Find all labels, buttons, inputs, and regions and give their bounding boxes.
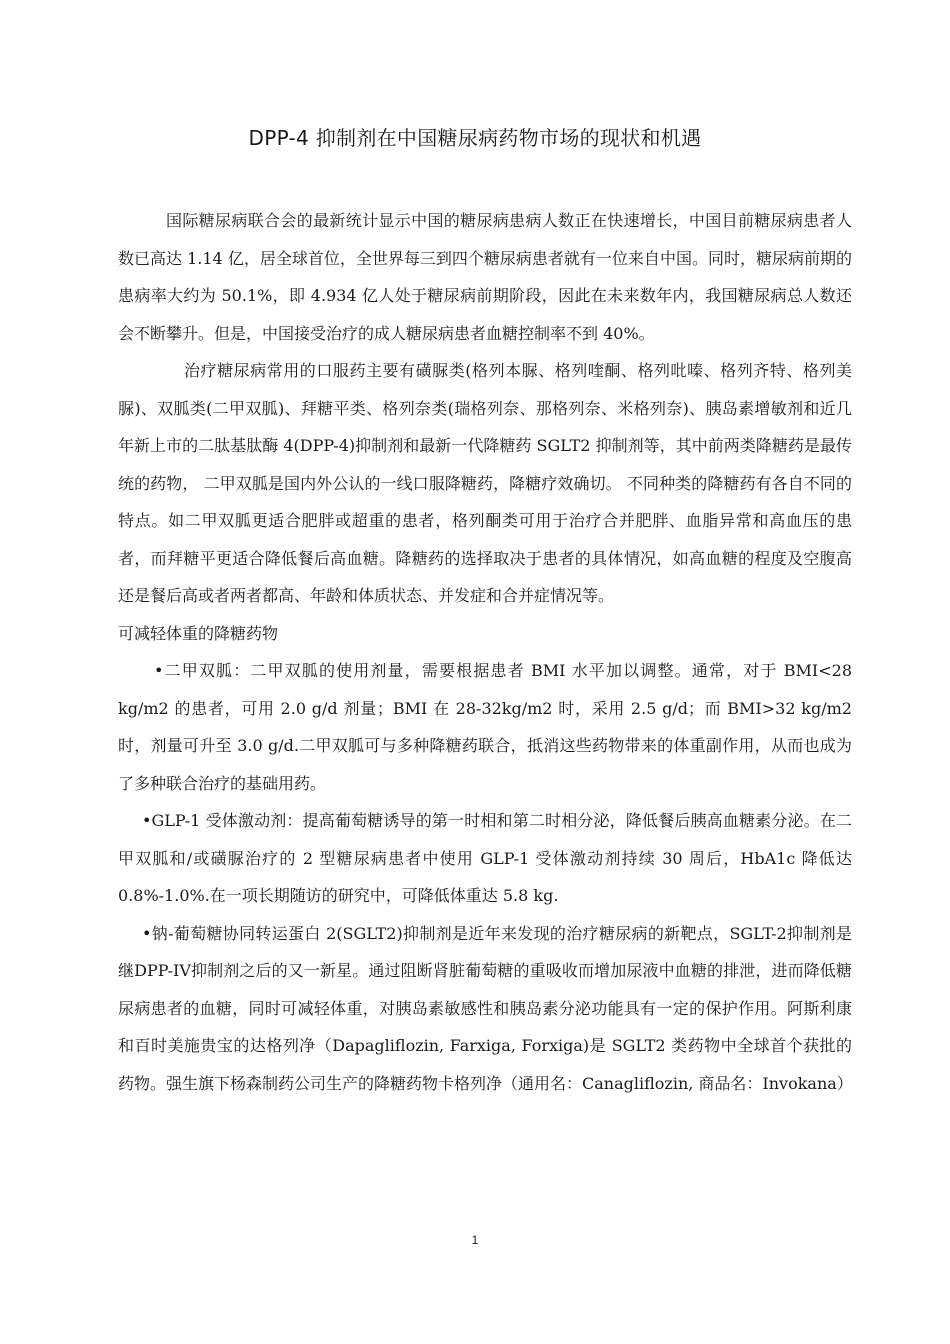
section-heading: 可减轻体重的降糖药物 [118,623,279,643]
bullet-metformin: •二甲双胍：二甲双胍的使用剂量，需要根据患者 BMI 水平加以调整。通常，对于 BMI<28 kg/m2 的患者，可用 2.0 g/d 剂量；BMI 在 28-32kg/m2 时，采用 2.5 g/d；而 BMI>32 kg/m2 时，剂量可升至 3.0 g/d.二甲双胍可与多种降糖药联合，抵消这些药物带来的体重副作用，从而也成为了多种联合治疗的基础用药。 [118,661,852,793]
document-title: DPP-4 抑制剂在中国糖尿病药物市场的现状和机遇 [248,126,702,150]
paragraph-intro: 国际糖尿病联合会的最新统计显示中国的糖尿病患病人数正在快速增长，中国目前糖尿病患者人数已高达 1.14 亿，居全球首位，全世界每三到四个糖尿病患者就有一位来自中国。同时，糖尿病前期的患病率大约为 50.1%，即 4.934 亿人处于糖尿病前期阶段，因此在未来数年内，我国糖尿病总人数还会不断攀升。但是，中国接受治疗的成人糖尿病患者血糖控制率不到 40%。 [118,211,852,343]
bullet-sglt2: •钠-葡萄糖协同转运蛋白 2(SGLT2)抑制剂是近年来发现的治疗糖尿病的新靶点，SGLT-2抑制剂是继DPP-IV抑制剂之后的又一新星。通过阻断肾脏葡萄糖的重吸收而增加尿液中血糖的排泄，进而降低糖尿病患者的血糖，同时可减轻体重，对胰岛素敏感性和胰岛素分泌功能具有一定的保护作用。阿斯利康和百时美施贵宝的达格列净（Dapagliflozin, Farxiga, Forxiga)是 SGLT2 类药物中全球首个获批的药物。强生旗下杨森制药公司生产的降糖药物卡格列净（通用名：Canagliflozin, 商品名：Invokana） [118,923,853,1093]
document-body [118,202,852,1102]
paragraph-oral-drugs: 治疗糖尿病常用的口服药主要有磺脲类(格列本脲、格列喹酮、格列吡嗪、格列齐特、格列美脲)、双胍类(二甲双胍)、拜糖平类、格列奈类(瑞格列奈、那格列奈、米格列奈)、胰岛素增敏剂和近几年新上市的二肽基肽酶 4(DPP-4)抑制剂和最新一代降糖药 SGLT2 抑制剂等，其中前两类降糖药是最传统的药物， 二甲双胍是国内外公认的一线口服降糖药，降糖疗效确切。 不同种类的降糖药有各自不同的特点。如二甲双胍更适合肥胖或超重的患者，格列酮类可用于治疗合并肥胖、血脂异常和高血压的患者，而拜糖平更适合降低餐后高血糖。降糖药的选择取决于患者的具体情况，如高血糖的程度及空腹高还是餐后高或者两者都高、年龄和体质状态、并发症和合并症情况等。 [118,361,852,605]
page-number: 1 [471,1233,479,1247]
bullet-glp1: •GLP-1 受体激动剂：提高葡萄糖诱导的第一时相和第二时相分泌，降低餐后胰高血糖素分泌。在二甲双胍和/或磺脲治疗的 2 型糖尿病患者中使用 GLP-1 受体激动剂持续 30 周后，HbA1c 降低达 0.8%-1.0%.在一项长期随访的研究中，可降低体重达 5.8 kg. [118,811,852,905]
